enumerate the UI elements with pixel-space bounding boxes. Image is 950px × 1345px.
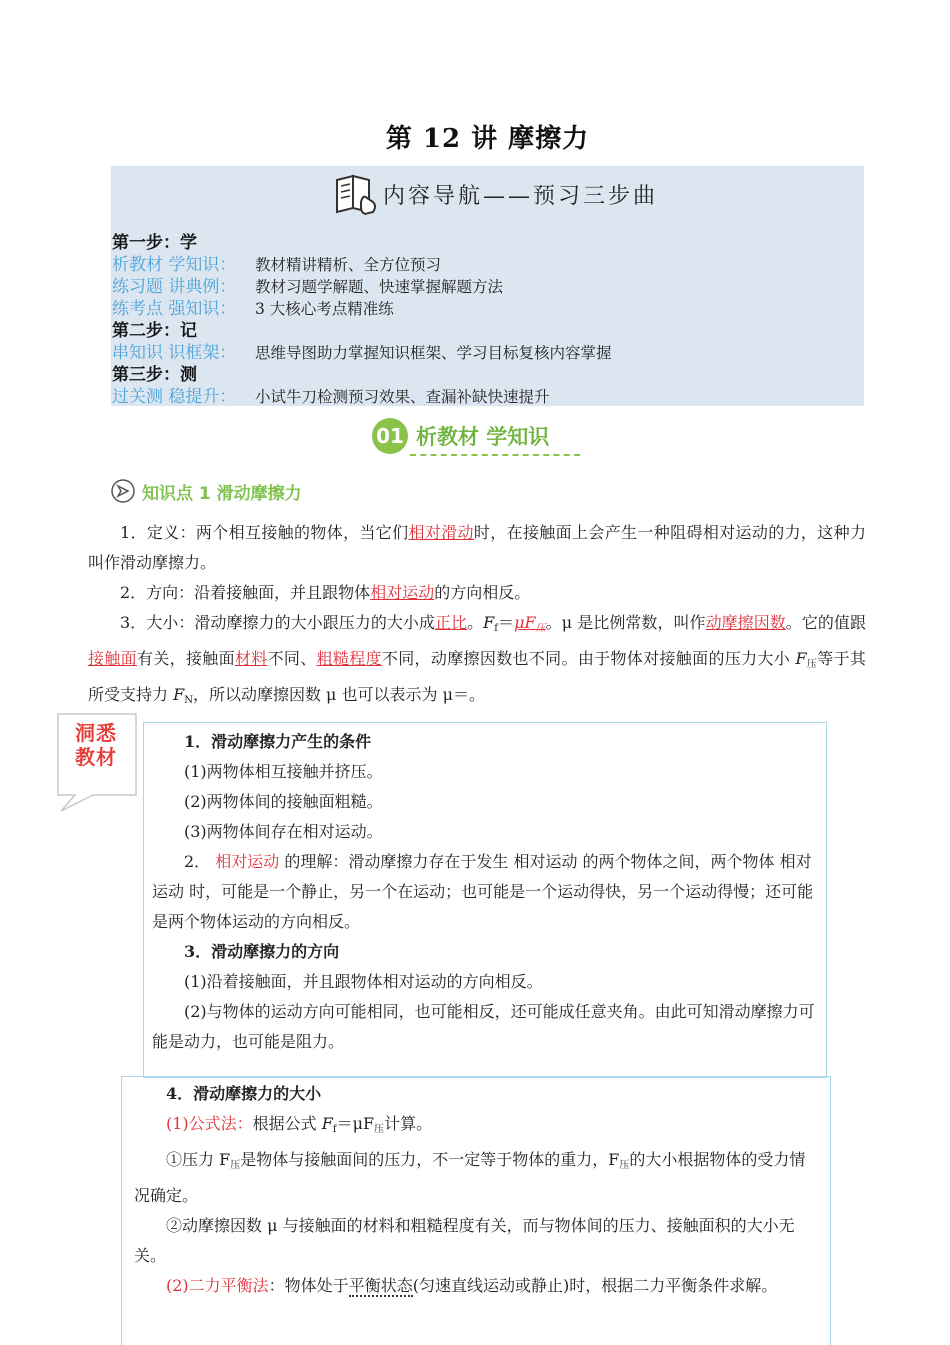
key-term: 相对运动 <box>215 852 280 871</box>
step-2-heading: 第二步：记 <box>112 321 197 341</box>
box-line <box>134 1109 820 1145</box>
nav-item-key: 串知识 识框架： <box>112 343 237 363</box>
key-term: 材料 <box>234 649 268 668</box>
text: ，所以动摩擦因数 μ 也可以表示为 μ＝。 <box>192 685 486 704</box>
subscript: f <box>494 623 498 634</box>
text: 的方向相反。 <box>434 583 531 602</box>
nav-item-key: 析教材 学知识： <box>112 255 237 275</box>
text: 时，在接触面上会产生一种阻碍相对运动的力，这种力叫作滑动摩擦力。 <box>88 523 866 572</box>
text: ：物体处于 <box>268 1276 349 1295</box>
box-line: (2)两物体间的接触面粗糙。 <box>184 792 383 811</box>
text: 。μ 是比例常数，叫作 <box>545 613 706 632</box>
nav-item-desc: 3 大核心考点精准练 <box>255 300 394 318</box>
nav-item <box>112 298 612 320</box>
text: 3．大小：滑动摩擦力的大小跟压力的大小成 <box>120 613 436 632</box>
page-title: 第 12 讲 摩擦力 <box>385 124 590 154</box>
emphasis-term: 平衡状态 <box>348 1276 413 1295</box>
step-1-heading: 第一步：学 <box>112 233 197 253</box>
text: 。它的值跟 <box>785 613 866 632</box>
subscript: f <box>332 1124 337 1135</box>
key-term: 正比 <box>435 613 468 632</box>
arrow-circle-icon <box>110 478 136 504</box>
symbol: F <box>483 613 495 632</box>
nav-item <box>112 342 612 364</box>
text: ＝ <box>497 613 515 632</box>
text: 1．定义：两个相互接触的物体，当它们 <box>120 523 409 542</box>
method-label: (1)公式法： <box>166 1114 253 1133</box>
stamp-text: 洞悉教材 <box>75 721 117 769</box>
box-line: (2)与物体的运动方向可能相同，也可能相反，还可能成任意夹角。由此可知滑动摩擦力可能是动力，也可能是阻力。 <box>152 1002 815 1051</box>
insight-stamp <box>57 713 137 813</box>
text: 的理解：滑动摩擦力存在于发生 相对运动 的两个物体之间，两个物体 相对运动 时，可能是一个静止，另一个在运动；也可能是一个运动得快，另一个运动得慢；还可能是两个物体运动的方向相反。 <box>152 852 814 931</box>
text: 等于其所受支持力 <box>88 649 866 704</box>
text: 根据公式 <box>252 1114 322 1133</box>
notes-box-2 <box>121 1076 831 1345</box>
box-paragraph <box>134 1145 820 1211</box>
nav-item-desc: 小试牛刀检测预习效果、查漏补缺快速提升 <box>255 388 550 406</box>
method-label: (2)二力平衡法 <box>166 1276 269 1295</box>
nav-header-label: 内容导航——预习三步曲 <box>383 183 659 209</box>
section-banner <box>372 418 549 454</box>
symbol: F <box>795 649 807 668</box>
key-term: 相对运动 <box>370 583 435 602</box>
subscript: 压 <box>806 659 818 670</box>
box-heading: 3．滑动摩擦力的方向 <box>184 942 340 961</box>
box-heading: 1．滑动摩擦力产生的条件 <box>184 732 372 751</box>
subscript: 压 <box>619 1160 630 1171</box>
text: 是物体与接触面间的压力，不一定等于物体的重力，F <box>240 1150 620 1169</box>
knowledge-point-heading <box>110 478 302 504</box>
text: ＝μF <box>336 1114 375 1133</box>
box-line: (1)沿着接触面，并且跟物体相对运动的方向相反。 <box>184 972 543 991</box>
subscript: N <box>184 695 193 706</box>
nav-item-desc: 教材习题学解题、快速掌握解题方法 <box>255 278 504 296</box>
book-hand-icon <box>333 172 379 216</box>
text: 不同，动摩擦因数也不同。由于物体对接触面的压力大小 <box>381 649 796 668</box>
formula-main: μF <box>514 613 536 632</box>
key-term: 相对滑动 <box>408 523 474 542</box>
nav-item-desc: 教材精讲精析、全方位预习 <box>255 256 442 274</box>
text: (匀速直线运动或静止)时，根据二力平衡条件求解。 <box>412 1276 778 1295</box>
step-3-heading: 第三步：测 <box>112 365 197 385</box>
box-paragraph <box>152 847 816 937</box>
box-line: (1)两物体相互接触并挤压。 <box>184 762 383 781</box>
subscript: 压 <box>535 623 546 634</box>
nav-item <box>112 276 612 298</box>
text: 。 <box>467 613 484 632</box>
box-heading: 4．滑动摩擦力的大小 <box>166 1084 322 1103</box>
box-line <box>134 1271 820 1301</box>
formula <box>514 613 546 632</box>
content-navigation-panel <box>111 166 864 406</box>
section-number: 01 <box>372 418 408 454</box>
section-divider <box>410 454 580 456</box>
key-term: 粗糙程度 <box>316 649 382 668</box>
key-term: 动摩擦因数 <box>705 613 786 632</box>
text: 有关，接触面 <box>136 649 235 668</box>
text: 的大小根据物体的受力情况确定。 <box>134 1150 806 1205</box>
nav-item <box>112 254 612 276</box>
nav-item-key: 练考点 强知识： <box>112 299 237 319</box>
subscript: 压 <box>374 1124 385 1135</box>
box-line: (3)两物体间存在相对运动。 <box>184 822 383 841</box>
knowledge-point-title: 知识点 1 滑动摩擦力 <box>142 483 302 504</box>
definition-paragraph <box>88 518 866 716</box>
text: ①压力 F <box>166 1150 231 1169</box>
section-title: 析教材 学知识 <box>416 425 550 449</box>
text: 计算。 <box>384 1114 433 1133</box>
symbol: F <box>321 1114 333 1133</box>
key-term: 接触面 <box>88 649 137 668</box>
box-paragraph: ②动摩擦因数 μ 与接触面的材料和粗糙程度有关，而与物体间的压力、接触面积的大小无关。 <box>134 1216 795 1265</box>
nav-header <box>333 170 658 218</box>
nav-item-key: 过关测 稳提升： <box>112 387 237 407</box>
text: 不同、 <box>267 649 317 668</box>
text: 2．方向：沿着接触面，并且跟物体 <box>120 583 371 602</box>
nav-item-desc: 思维导图助力掌握知识框架、学习目标复核内容掌握 <box>255 344 612 362</box>
subscript: 压 <box>230 1160 241 1171</box>
text: 2． <box>184 852 216 871</box>
nav-item <box>112 386 612 408</box>
nav-item-key: 练习题 讲典例： <box>112 277 237 297</box>
notes-box-1 <box>143 722 827 1078</box>
symbol: F <box>173 685 185 704</box>
